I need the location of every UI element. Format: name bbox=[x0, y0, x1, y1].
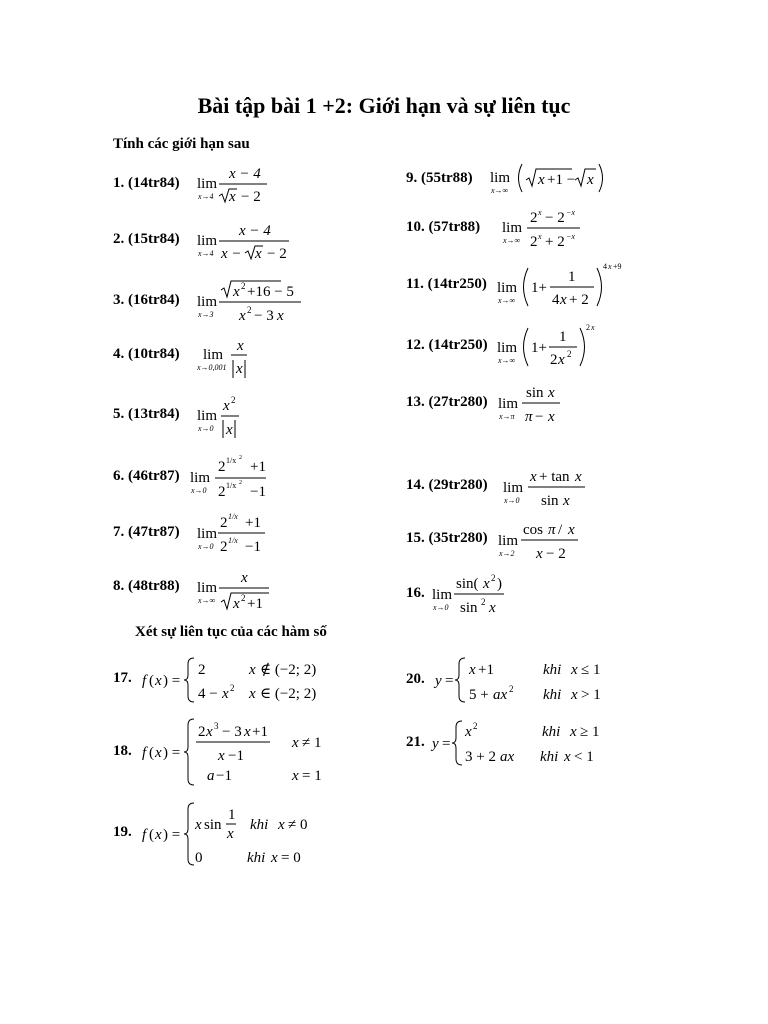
svg-text:x: x bbox=[237, 338, 244, 354]
formula-19 bbox=[142, 800, 342, 870]
svg-text:khi: khi bbox=[543, 662, 562, 678]
formula-16 bbox=[432, 568, 512, 618]
svg-text:1/x: 1/x bbox=[228, 536, 238, 545]
svg-text:lim: lim bbox=[190, 470, 211, 486]
svg-text:4: 4 bbox=[552, 292, 560, 308]
svg-text:x: x bbox=[249, 662, 256, 678]
svg-text:< 1: < 1 bbox=[574, 749, 594, 765]
svg-text:(: ( bbox=[149, 673, 154, 689]
svg-text:2: 2 bbox=[530, 234, 538, 250]
svg-text:2: 2 bbox=[239, 480, 242, 486]
svg-text:lim: lim bbox=[498, 533, 519, 549]
svg-text:x: x bbox=[558, 352, 565, 368]
formula-8 bbox=[197, 562, 277, 614]
svg-text:+9: +9 bbox=[613, 262, 622, 271]
problem-label: 2. (15tr84) bbox=[113, 231, 180, 247]
svg-text:x: x bbox=[489, 600, 496, 616]
svg-text:x: x bbox=[227, 826, 234, 842]
svg-text:f: f bbox=[142, 673, 147, 689]
svg-text:ax: ax bbox=[500, 749, 515, 765]
svg-text:x: x bbox=[548, 385, 555, 401]
svg-text:2: 2 bbox=[230, 683, 235, 693]
svg-text:2: 2 bbox=[231, 395, 236, 405]
svg-text:+1: +1 bbox=[250, 459, 266, 475]
svg-text:x→∞: x→∞ bbox=[498, 296, 516, 305]
svg-text:1+: 1+ bbox=[531, 280, 547, 296]
formula-11 bbox=[497, 258, 627, 313]
svg-text:−1: −1 bbox=[250, 484, 266, 500]
problem-label: 12. (14tr250) bbox=[406, 337, 488, 353]
svg-text:x: x bbox=[292, 735, 299, 751]
svg-text:x: x bbox=[206, 724, 213, 740]
formula-5 bbox=[197, 390, 257, 440]
formula-14 bbox=[503, 462, 593, 512]
problem-label: 13. (27tr280) bbox=[406, 394, 488, 410]
svg-text:x→∞: x→∞ bbox=[503, 236, 521, 245]
svg-text:1/x: 1/x bbox=[226, 481, 237, 490]
svg-text:≠ 0: ≠ 0 bbox=[288, 817, 308, 833]
svg-text:2: 2 bbox=[239, 455, 242, 461]
svg-text:x→4: x→4 bbox=[198, 249, 214, 258]
formula-12 bbox=[497, 320, 607, 375]
svg-text:lim: lim bbox=[497, 340, 518, 356]
svg-text:(: ( bbox=[149, 827, 154, 843]
svg-text:lim: lim bbox=[197, 580, 218, 596]
svg-text:x: x bbox=[538, 208, 542, 217]
svg-text:x: x bbox=[155, 673, 162, 689]
svg-text:1+: 1+ bbox=[531, 340, 547, 356]
svg-text:0: 0 bbox=[195, 850, 203, 866]
svg-text:) =: ) = bbox=[163, 673, 181, 689]
svg-text:x: x bbox=[571, 662, 578, 678]
svg-text:x: x bbox=[244, 724, 251, 740]
svg-text:x − 4: x − 4 bbox=[229, 166, 261, 182]
formula-20 bbox=[435, 655, 615, 705]
svg-text:− 2: − 2 bbox=[241, 189, 261, 205]
problem-label: 17. bbox=[113, 670, 132, 686]
svg-text:x: x bbox=[218, 748, 225, 764]
svg-text:4 −: 4 − bbox=[198, 686, 218, 702]
problem-label: 18. bbox=[113, 743, 132, 759]
problem-label: 21. bbox=[406, 734, 425, 750]
svg-text:x→0: x→0 bbox=[191, 486, 207, 495]
formula-13 bbox=[498, 380, 568, 430]
svg-text:x→0: x→0 bbox=[198, 542, 214, 551]
formula-18 bbox=[142, 716, 342, 791]
page-title: Bài tập bài 1 +2: Giới hạn và sự liên tục bbox=[197, 93, 571, 118]
svg-text:+16 − 5: +16 − 5 bbox=[247, 284, 294, 300]
svg-text:2: 2 bbox=[491, 573, 496, 583]
svg-text:x→0: x→0 bbox=[504, 496, 520, 505]
svg-text:2: 2 bbox=[509, 684, 514, 694]
svg-text:) =: ) = bbox=[163, 745, 181, 761]
svg-text:lim: lim bbox=[197, 294, 218, 310]
section-heading-limits: Tính các giới hạn sau bbox=[113, 136, 250, 152]
svg-text:2: 2 bbox=[550, 352, 558, 368]
svg-text:> 1: > 1 bbox=[581, 687, 601, 703]
svg-text:sin: sin bbox=[204, 817, 222, 833]
problem-label: 4. (10tr84) bbox=[113, 346, 180, 362]
svg-text:1/x: 1/x bbox=[228, 512, 238, 521]
svg-text:−1: −1 bbox=[245, 539, 261, 555]
svg-text:3: 3 bbox=[214, 721, 219, 731]
svg-text:/: / bbox=[558, 522, 563, 538]
problem-label: 19. bbox=[113, 824, 132, 840]
problem-label: 3. (16tr84) bbox=[113, 292, 180, 308]
problem-label: 9. (55tr88) bbox=[406, 170, 473, 186]
svg-text:x: x bbox=[239, 308, 246, 324]
svg-text:x −: x − bbox=[221, 246, 242, 262]
svg-text:x→∞: x→∞ bbox=[198, 596, 216, 605]
svg-text:f: f bbox=[142, 827, 147, 843]
svg-text:x: x bbox=[222, 686, 229, 702]
svg-text:2: 2 bbox=[586, 323, 590, 332]
svg-text:2: 2 bbox=[198, 662, 206, 678]
svg-text:x: x bbox=[465, 724, 472, 740]
problem-label: 20. bbox=[406, 671, 425, 687]
svg-text:x: x bbox=[155, 827, 162, 843]
svg-text:x: x bbox=[469, 662, 476, 678]
svg-text:lim: lim bbox=[197, 526, 218, 542]
svg-text:x: x bbox=[608, 262, 612, 271]
svg-text:x→2: x→2 bbox=[499, 549, 515, 558]
svg-text:x: x bbox=[249, 686, 256, 702]
svg-text:≤ 1: ≤ 1 bbox=[581, 662, 601, 678]
svg-text:) =: ) = bbox=[163, 827, 181, 843]
formula-21 bbox=[432, 718, 612, 768]
svg-text:2: 2 bbox=[218, 459, 226, 475]
svg-text:ax: ax bbox=[493, 687, 508, 703]
svg-text:x − 4: x − 4 bbox=[239, 223, 271, 239]
svg-text:x: x bbox=[155, 745, 162, 761]
svg-text:+ tan: + tan bbox=[539, 469, 570, 485]
svg-text:−: − bbox=[535, 409, 544, 425]
svg-text:x: x bbox=[233, 596, 240, 612]
svg-text:x: x bbox=[568, 522, 575, 538]
svg-text:x: x bbox=[570, 724, 577, 740]
svg-text:x→0: x→0 bbox=[433, 603, 449, 612]
svg-text:=: = bbox=[442, 736, 451, 752]
svg-text:x: x bbox=[536, 546, 543, 562]
svg-text:x→∞: x→∞ bbox=[498, 356, 516, 365]
formula-15 bbox=[498, 515, 588, 565]
svg-text:lim: lim bbox=[432, 587, 453, 603]
svg-text:+ 2: + 2 bbox=[545, 234, 565, 250]
svg-text:): ) bbox=[497, 576, 502, 592]
svg-text:a: a bbox=[207, 768, 215, 784]
svg-text:5 +: 5 + bbox=[469, 687, 489, 703]
formula-10 bbox=[502, 205, 592, 255]
section-heading-continuity: Xét sự liên tục của các hàm số bbox=[135, 624, 327, 640]
svg-text:x: x bbox=[560, 292, 567, 308]
svg-text:lim: lim bbox=[503, 480, 524, 496]
svg-text:lim: lim bbox=[197, 176, 218, 192]
svg-text:x: x bbox=[226, 422, 233, 438]
svg-text:1: 1 bbox=[568, 269, 576, 285]
svg-text:+1: +1 bbox=[245, 515, 261, 531]
problem-label: 1. (14tr84) bbox=[113, 175, 180, 191]
svg-text:x: x bbox=[241, 570, 248, 586]
svg-text:khi: khi bbox=[542, 724, 561, 740]
svg-text:−1: −1 bbox=[228, 748, 244, 764]
svg-text:x: x bbox=[233, 284, 240, 300]
svg-text:lim: lim bbox=[498, 396, 519, 412]
svg-text:x: x bbox=[195, 817, 202, 833]
formula-4 bbox=[197, 333, 267, 383]
svg-text:≠ 1: ≠ 1 bbox=[302, 735, 322, 751]
problem-label: 5. (13tr84) bbox=[113, 406, 180, 422]
svg-text:+1: +1 bbox=[478, 662, 494, 678]
svg-text:y: y bbox=[435, 673, 442, 689]
formula-7 bbox=[197, 508, 277, 558]
svg-text:+1: +1 bbox=[252, 724, 268, 740]
svg-text:x: x bbox=[563, 493, 570, 509]
svg-text:4: 4 bbox=[603, 262, 607, 271]
svg-text:x: x bbox=[236, 361, 243, 377]
svg-text:2: 2 bbox=[473, 721, 478, 731]
svg-text:+ 2: + 2 bbox=[569, 292, 589, 308]
svg-text:2: 2 bbox=[198, 724, 206, 740]
problem-label: 14. (29tr280) bbox=[406, 477, 488, 493]
svg-text:+1: +1 bbox=[247, 596, 263, 612]
svg-text:= 0: = 0 bbox=[281, 850, 301, 866]
formula-6 bbox=[190, 452, 280, 502]
svg-text:2: 2 bbox=[241, 281, 246, 291]
formula-3 bbox=[197, 276, 307, 326]
svg-text:x: x bbox=[548, 409, 555, 425]
svg-text:khi: khi bbox=[540, 749, 559, 765]
problem-label: 10. (57tr88) bbox=[406, 219, 481, 235]
svg-text:3 + 2: 3 + 2 bbox=[465, 749, 496, 765]
svg-text:2: 2 bbox=[220, 539, 228, 555]
svg-text:x→∞: x→∞ bbox=[491, 186, 509, 195]
svg-text:x: x bbox=[571, 687, 578, 703]
svg-text:2: 2 bbox=[247, 305, 252, 315]
svg-text:x: x bbox=[538, 172, 545, 188]
formula-9 bbox=[490, 158, 610, 203]
svg-text:x: x bbox=[292, 768, 299, 784]
svg-text:∈ (−2; 2): ∈ (−2; 2) bbox=[260, 686, 317, 702]
svg-text:2: 2 bbox=[218, 484, 226, 500]
svg-text:1/x: 1/x bbox=[226, 456, 237, 465]
svg-text:x→0,001: x→0,001 bbox=[197, 363, 227, 372]
svg-text:sin: sin bbox=[526, 385, 544, 401]
svg-text:y: y bbox=[432, 736, 439, 752]
svg-text:− 3: − 3 bbox=[254, 308, 274, 324]
svg-text:2: 2 bbox=[530, 210, 538, 226]
svg-text:x→0: x→0 bbox=[198, 424, 214, 433]
problem-label: 11. (14tr250) bbox=[406, 276, 487, 292]
svg-text:x→π: x→π bbox=[499, 412, 515, 421]
svg-text:x: x bbox=[255, 246, 262, 262]
svg-text:2: 2 bbox=[241, 593, 246, 603]
svg-text:x: x bbox=[277, 308, 284, 324]
svg-text:lim: lim bbox=[490, 170, 511, 186]
svg-text:1: 1 bbox=[228, 807, 236, 823]
svg-text:≥ 1: ≥ 1 bbox=[580, 724, 600, 740]
svg-text:−x: −x bbox=[566, 208, 575, 217]
svg-text:khi: khi bbox=[250, 817, 269, 833]
svg-text:f: f bbox=[142, 745, 147, 761]
svg-text:x: x bbox=[229, 189, 236, 205]
svg-text:x: x bbox=[223, 398, 230, 414]
formula-2 bbox=[197, 218, 297, 268]
svg-text:sin(: sin( bbox=[456, 576, 479, 592]
svg-text:x: x bbox=[278, 817, 285, 833]
svg-text:x: x bbox=[483, 576, 490, 592]
svg-text:− 2: − 2 bbox=[546, 546, 566, 562]
problem-label: 15. (35tr280) bbox=[406, 530, 488, 546]
svg-text:sin: sin bbox=[460, 600, 478, 616]
svg-text:−x: −x bbox=[566, 232, 575, 241]
problem-label: 8. (48tr88) bbox=[113, 578, 180, 594]
svg-text:− 3: − 3 bbox=[222, 724, 242, 740]
svg-text:(: ( bbox=[149, 745, 154, 761]
problem-label: 16. bbox=[406, 585, 425, 601]
svg-text:khi: khi bbox=[543, 687, 562, 703]
svg-text:lim: lim bbox=[197, 408, 218, 424]
svg-text:sin: sin bbox=[541, 493, 559, 509]
svg-text:khi: khi bbox=[247, 850, 266, 866]
svg-text:x: x bbox=[587, 172, 594, 188]
svg-text:cos: cos bbox=[523, 522, 543, 538]
svg-text:1: 1 bbox=[559, 329, 567, 345]
svg-text:x: x bbox=[530, 469, 537, 485]
svg-text:+1 −: +1 − bbox=[547, 172, 576, 188]
formula-17 bbox=[142, 655, 342, 705]
svg-text:=: = bbox=[445, 673, 454, 689]
svg-text:lim: lim bbox=[197, 233, 218, 249]
svg-text:x: x bbox=[591, 323, 595, 332]
svg-text:−1: −1 bbox=[216, 768, 232, 784]
svg-text:lim: lim bbox=[497, 280, 518, 296]
svg-text:lim: lim bbox=[203, 347, 224, 363]
svg-text:2: 2 bbox=[220, 515, 228, 531]
svg-text:lim: lim bbox=[502, 220, 523, 236]
formula-1 bbox=[197, 160, 277, 210]
problem-label: 6. (46tr87) bbox=[113, 468, 180, 484]
svg-text:x: x bbox=[575, 469, 582, 485]
svg-text:x: x bbox=[271, 850, 278, 866]
svg-text:2: 2 bbox=[567, 349, 572, 359]
svg-text:x→4: x→4 bbox=[198, 192, 214, 201]
svg-text:∉ (−2; 2): ∉ (−2; 2) bbox=[260, 662, 317, 678]
svg-text:− 2: − 2 bbox=[545, 210, 565, 226]
svg-text:π: π bbox=[548, 522, 556, 538]
svg-text:π: π bbox=[525, 409, 533, 425]
svg-text:− 2: − 2 bbox=[267, 246, 287, 262]
svg-text:x→3: x→3 bbox=[198, 310, 214, 319]
problem-label: 7. (47tr87) bbox=[113, 524, 180, 540]
svg-text:2: 2 bbox=[481, 597, 486, 607]
svg-text:= 1: = 1 bbox=[302, 768, 322, 784]
svg-text:x: x bbox=[564, 749, 571, 765]
svg-text:x: x bbox=[538, 232, 542, 241]
